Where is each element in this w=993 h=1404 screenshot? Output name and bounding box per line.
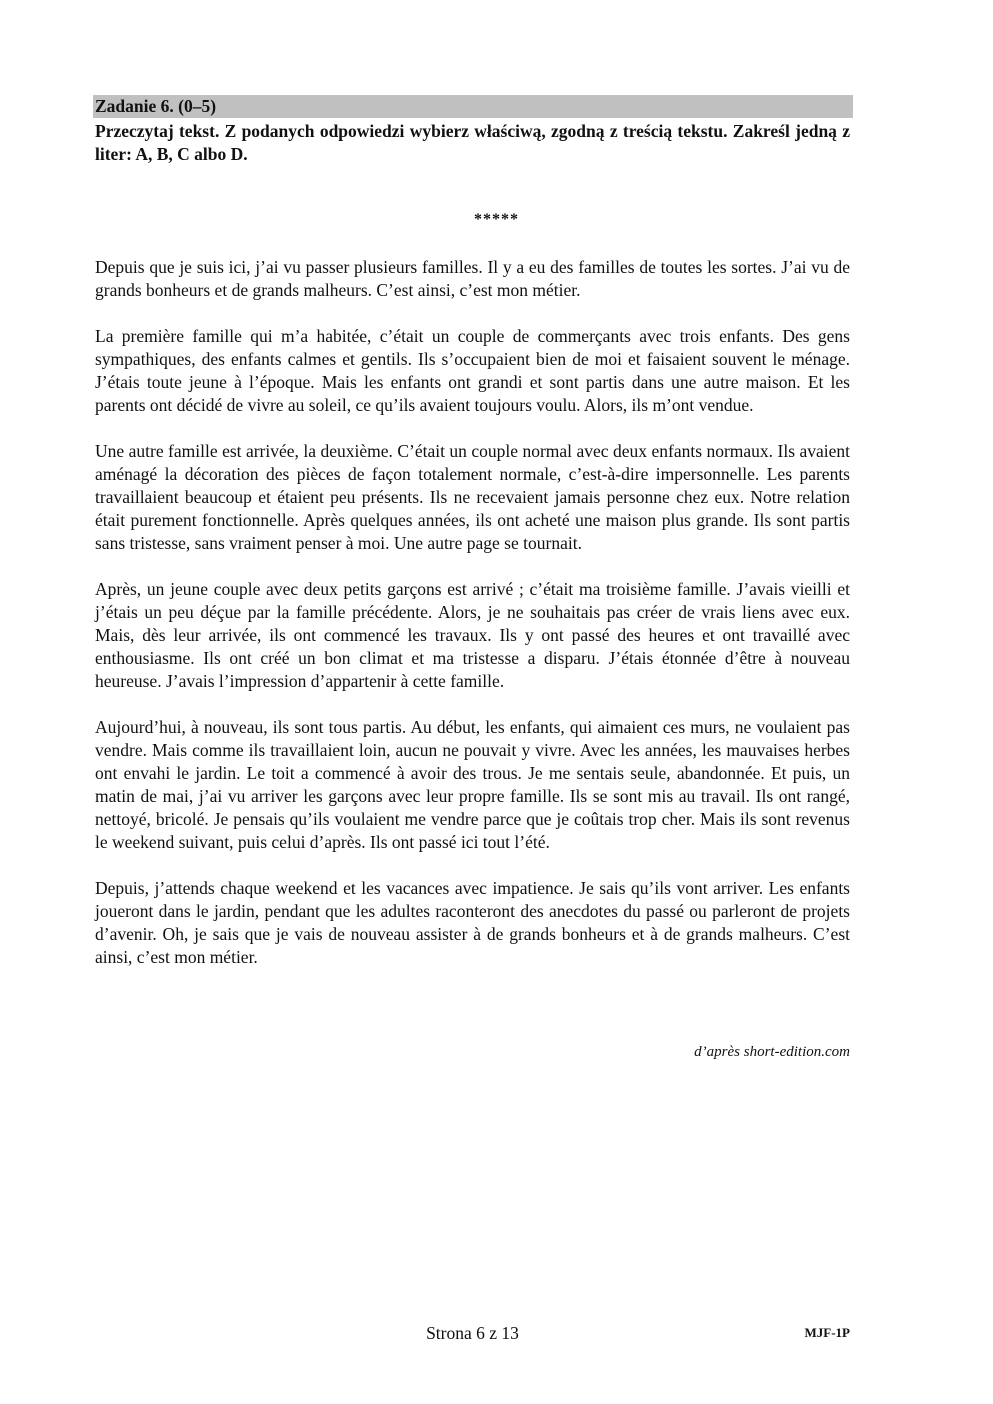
story-paragraph-2: La première famille qui m’a habitée, c’était un couple de commerçants avec trois enfants. Des gens sympathiques, des enfants calmes et gentils. Ils s’occupaient bien de moi et faisaient souvent le ménage. J’étais toute jeune à l’époque. Mais les enfants ont grandi et sont partis dans une autre maison. Et les parents ont décidé de vivre au soleil, ce qu’ils avaient toujours voulu. Alors, ils m’ont vendue.: [95, 326, 850, 415]
story-paragraph-1: Depuis que je suis ici, j’ai vu passer plusieurs familles. Il y a eu des familles de toutes les sortes. J’ai vu de grands bonheurs et de grands malheurs. C’est ainsi, c’est mon métier.: [95, 257, 850, 300]
story-paragraph-6: Depuis, j’attends chaque weekend et les vacances avec impatience. Je sais qu’ils vont arriver. Les enfants joueront dans le jardin, pendant que les adultes raconteront des anecdotes du passé ou parleront de projets d’avenir. Oh, je sais que je vais de nouveau assister à de grands bonheurs et à de grands malheurs. C’est ainsi, c’est mon métier.: [95, 878, 850, 967]
task-title: Zadanie 6. (0–5): [93, 95, 853, 118]
story-paragraph-3: Une autre famille est arrivée, la deuxième. C’était un couple normal avec deux enfants normaux. Ils avaient aménagé la décoration des pièces de façon totalement normale, c’est-à-dire impersonnelle. Les parents travaillaient beaucoup et étaient peu présents. Ils ne recevaient jamais personne chez eux. Notre relation était purement fonctionnelle. Après quelques années, ils ont acheté une maison plus grande. Ils sont partis sans tristesse, sans vraiment penser à moi. Une autre page se tournait.: [95, 441, 850, 553]
story-paragraph-5: Aujourd’hui, à nouveau, ils sont tous partis. Au début, les enfants, qui aimaient ces murs, ne voulaient pas vendre. Mais comme ils travaillaient loin, aucun ne pouvait y vivre. Avec les années, les mauvaises herbes ont envahi le jardin. Le toit a commencé à avoir des trous. Je me sentais seule, abandonnée. Et puis, un matin de mai, j’ai vu arriver les garçons avec leur propre famille. Ils se sont mis au travail. Ils ont rangé, nettoyé, bricolé. Je pensais qu’ils voulaient me vendre parce que je coûtais trop cher. Mais ils sont revenus le weekend suivant, puis celui d’après. Ils ont passé ici tout l’été.: [95, 717, 850, 852]
exam-code: MJF-1P: [804, 1325, 850, 1340]
section-separator: *****: [474, 211, 519, 228]
task-instruction: Przeczytaj tekst. Z podanych odpowiedzi wybierz właściwą, zgodną z treścią tekstu. Zakreśl jedną z liter: A, B, C albo D.: [95, 121, 850, 164]
text-source: d’après short-edition.com: [694, 1044, 850, 1060]
story-text: [95, 256, 850, 969]
story-paragraph-4: Après, un jeune couple avec deux petits garçons est arrivé ; c’était ma troisième famille. J’avais vieilli et j’étais un peu déçue par la famille précédente. Alors, je ne souhaitais pas créer de vrais liens avec eux. Mais, dès leur arrivée, ils ont commencé les travaux. Ils y ont passé des heures et ont travaillé avec enthousiasme. Ils ont créé un bon climat et ma tristesse a disparu. J’étais étonnée d’être à nouveau heureuse. J’avais l’impression d’appartenir à cette famille.: [95, 579, 850, 691]
page-number: Strona 6 z 13: [426, 1323, 519, 1343]
